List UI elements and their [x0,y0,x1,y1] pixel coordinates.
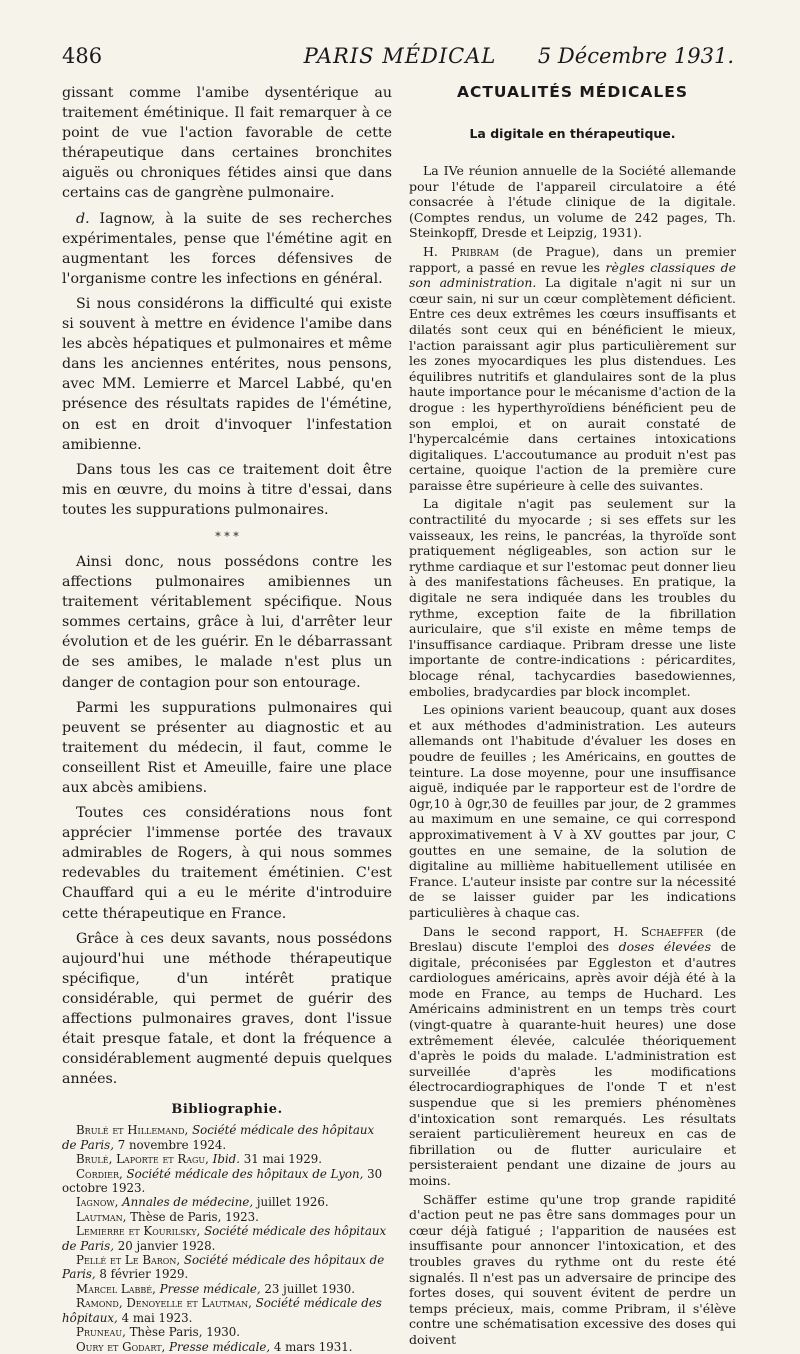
bib-source: Société médicale des hôpitaux de Paris, [62,1224,387,1253]
bibliography-entry [62,1123,392,1152]
bib-rest: 4 mars 1931. [273,1339,353,1354]
bibliography-entry [62,1253,392,1282]
bibliography-entry [62,1167,392,1196]
paragraph [62,209,392,289]
bib-rest: 23 juillet 1930. [264,1281,356,1296]
page-number: 486 [62,44,103,68]
paragraph [409,244,736,494]
paragraph: gissant comme l'amibe dysentérique au traitement émétinique. Il fait remarquer à ce point de vue l'action favorable de cette thérapeutique dans certaines bronchites aiguës ou chroniques fétides ainsi que dans certains cas de gangrène pulmonaire. [62,85,392,202]
paragraph: Les opinions varient beaucoup, quant aux doses et aux méthodes d'administration. Les auteurs allemands ont l'habitude d'évaluer les doses en poudre de feuilles ; les Américains, en gouttes de teinture. La dose moyenne, pour une insuffisance aiguë, indiquée par le rapporteur est de l'ordre de 0gr,10 à 0gr,30 de feuilles par jour, de 2 grammes au maximum en une semaine, ce qui correspond approximativement à V à XV gouttes par jour, C gouttes en une semaine, de la solution de digitaline au millième habituellement utilisée en France. L'auteur insiste par contre sur la nécessité de se laisser guider par les indications particulières à chaque cas. [409,702,736,920]
bib-source: Presse médicale, [169,1339,271,1354]
bib-authors: Ramond, Denoyelle et Lautman, [76,1296,252,1311]
paragraph: Dans tous les cas ce traitement doit être mis en œuvre, du moins à titre d'essai, dans toutes les suppurations pulmonaires. [62,461,392,518]
bib-source: Société médicale des hôpitaux de Paris, [62,1253,385,1282]
right-column [409,83,736,1348]
bib-rest: 7 novembre 1924. [117,1137,227,1152]
emphasis: doses élevées [618,939,711,955]
bibliography-entry [62,1282,392,1296]
bib-source: Société médicale des hôpitaux de Lyon, [126,1166,364,1181]
bib-authors: Brulé et Hillemand, [76,1123,189,1138]
paragraph-label: d. [76,210,90,227]
bibliography-list [62,1123,392,1354]
left-column [62,83,392,1354]
journal-title: PARIS MÉDICAL [303,44,497,68]
bib-authors: Iagnow, [76,1195,119,1210]
paragraph: Parmi les suppurations pulmonaires qui peuvent se présenter au diagnostic et au traitement du médecin, il faut, comme le conseillent Rist et Ameuille, faire une place aux abcès amibiens. [62,699,392,796]
bib-authors: Lautman, [76,1209,127,1224]
bib-source: Annales de médecine, [122,1195,254,1210]
bibliography-title: Bibliographie. [171,1102,283,1118]
bib-rest: 20 janvier 1928. [117,1238,216,1253]
section-title: ACTUALITÉS MÉDICALES [456,83,689,101]
author-name: H. Schaeffer [613,923,704,939]
bib-rest: 30 octobre 1923. [62,1166,383,1196]
bib-authors: Oury et Godart, [76,1339,166,1354]
paragraph: Grâce à ces deux savants, nous possédons aujourd'hui une méthode thérapeutique spécifique, d'un intérêt pratique considérable, qui permet de guérir des affections pulmonaires graves, dont l'issue était presque fatale, et dont la fréquence a considérablement augmenté depuis quelques années. [62,930,392,1088]
paragraph: La IVe réunion annuelle de la Société allemande pour l'étude de l'appareil circulatoire a été consacrée à l'étude clinique de la digitale. (Comptes rendus, un volume de 242 pages, Th. Steinkopff, Dresde et Leipzig, 1931). [409,163,736,241]
bib-rest: juillet 1926. [256,1195,329,1210]
bibliography-entry [62,1195,392,1209]
paragraph: Ainsi donc, nous possédons contre les affections pulmonaires amibiennes un traitement véritablement spécifique. Nous sommes certains, grâce à lui, d'arrêter leur évolution et de les guérir. En le débarrassant de ses amibes, le malade n'est plus un danger de contagion pour son entourage. [62,553,392,691]
paragraph-text: de digitale, préconisées par Eggleston et d'autres cardiologues américains, après avoir déjà été à la mode en France, au temps de Huchard. Les Américains administrent en un temps très court (vingt-quatre à quarante-huit heures) une dose extrêmement élevée, calculée théoriquement d'après le poids du malade. L'administration est surveillée d'après les modifications électrocardiographiques de l'onde T et n'est suspendue que si les premiers phénomènes d'intoxication sont remarqués. Les résultats seraient particulièrement heureux en cas de fibrillation ou de flutter auriculaire et persisteraient pendant une dizaine de jours au moins. [409,939,736,1188]
paragraph: Si nous considérons la difficulté qui existe si souvent à mettre en évidence l'amibe dans les abcès hépatiques et pulmonaires et même dans les anciennes entérites, nous pensons, avec MM. Lemierre et Marcel Labbé, qu'en présence des résultats rapides de l'émétine, on est en droit d'invoquer l'infestation amibienne. [62,295,392,453]
paragraph-text: Dans le second rapport, [423,923,601,939]
bib-authors: Pruneau, [76,1325,126,1340]
bibliography-entry [62,1340,392,1354]
emphasis: règles classiques de son administration. [409,259,736,291]
bibliography-entry [62,1296,392,1325]
bib-rest: 4 mai 1923. [121,1310,193,1325]
author-name: H. Pribram [423,243,499,259]
paragraph: Toutes ces considérations nous font apprécier l'immense portée des travaux admirables de Rogers, à qui nous sommes redevables du traitement émétinien. C'est Chauffard qui a eu le mérite d'introduire cette thérapeutique en France. [62,805,392,922]
bib-source: Société médicale des hôpitaux de Paris, [62,1123,375,1152]
paragraph: La digitale n'agit pas seulement sur la contractilité du myocarde ; si ses effets sur les vaisseaux, les reins, le pancréas, la thyroïde sont pratiquement négligeables, son action sur le rythme cardiaque et sur l'estomac peut donner lieu à des manifestations fâcheuses. En pratique, la digitale ne sera indiquée dans les troubles du rythme, exception faite de la fibrillation auriculaire, que s'il existe en même temps de l'insuffisance cardiaque. Pribram dresse une liste importante de contre-indications : péricardites, blocage rénal, tachycardies basedowiennes, embolies, bradycardies par block incomplet. [409,496,736,699]
paragraph-text: Iagnow, à la suite de ses recherches expérimentales, pense que l'émétine agit en augmentant les forces défensives de l'organisme contre les infections en général. [62,210,393,287]
bib-rest: 31 mai 1929. [243,1152,322,1167]
bib-authors: Pellé et Le Baron, [76,1253,181,1268]
bibliography-entry [62,1152,392,1166]
bib-authors: Lemierre et Kourilsky, [76,1224,201,1239]
paragraph-text: La digitale n'agit ni sur un cœur sain, ni sur un cœur complètement déficient. Entre ces deux extrêmes les cœurs insuffisants et dilatés sont ceux qui en bénéficient le mieux, l'action paraissant agir plus particulièrement sur les zones myocardiques les plus distendues. Les équilibres nutritifs et glandulaires sont de la plus haute importance pour le mécanisme d'action de la drogue : les hyperthyroïdiens bénéficient peu de son emploi, et on aurait constaté de l'hypercalcémie dans certaines intoxications digitaliques. L'accoutumance au produit n'est pas certaine, quoique l'action de la première cure paraisse être supérieure à celle des suivantes. [409,275,736,493]
bib-authors: Marcel Labbé, [76,1281,156,1296]
bib-source: Société médicale des hôpitaux, [62,1296,382,1325]
paragraph: Schäffer estime qu'une trop grande rapidité d'action peut ne pas être sans dommages pour un cœur déjà fatigué ; l'apparition de nausées est insuffisante pour annoncer l'intoxication, et des troubles graves du rythme ont du reste été signalés. Il n'est pas un adversaire de principe des fortes doses, qui souvent évitent de perdre un temps précieux, mais, comme Pribram, il s'élève contre une schématisation excessive des doses qui doivent [409,1191,736,1347]
bib-authors: Brulé, Laporte et Ragu, [76,1152,209,1167]
paragraph-text: (de Prague), dans un premier rapport, a passé en revue les [409,243,736,275]
article-title: La digitale en thérapeutique. [469,126,676,141]
bib-rest: Thèse de Paris, 1923. [130,1209,259,1224]
bibliography-entry [62,1325,392,1339]
bib-source: Ibid. [212,1152,240,1167]
bib-source: Presse médicale, [159,1281,261,1296]
bib-rest: 8 février 1929. [99,1267,189,1282]
bibliography-entry [62,1224,392,1253]
paragraph-text: (de Breslau) discute l'emploi des [409,923,737,955]
bibliography-entry [62,1210,392,1224]
issue-date: 5 Décembre 1931. [537,44,734,68]
bib-authors: Cordier, [76,1166,123,1181]
paragraph [409,924,736,1189]
bib-rest: Thèse Paris, 1930. [129,1325,240,1340]
section-separator: * * * [215,529,239,543]
page-header [60,40,740,70]
